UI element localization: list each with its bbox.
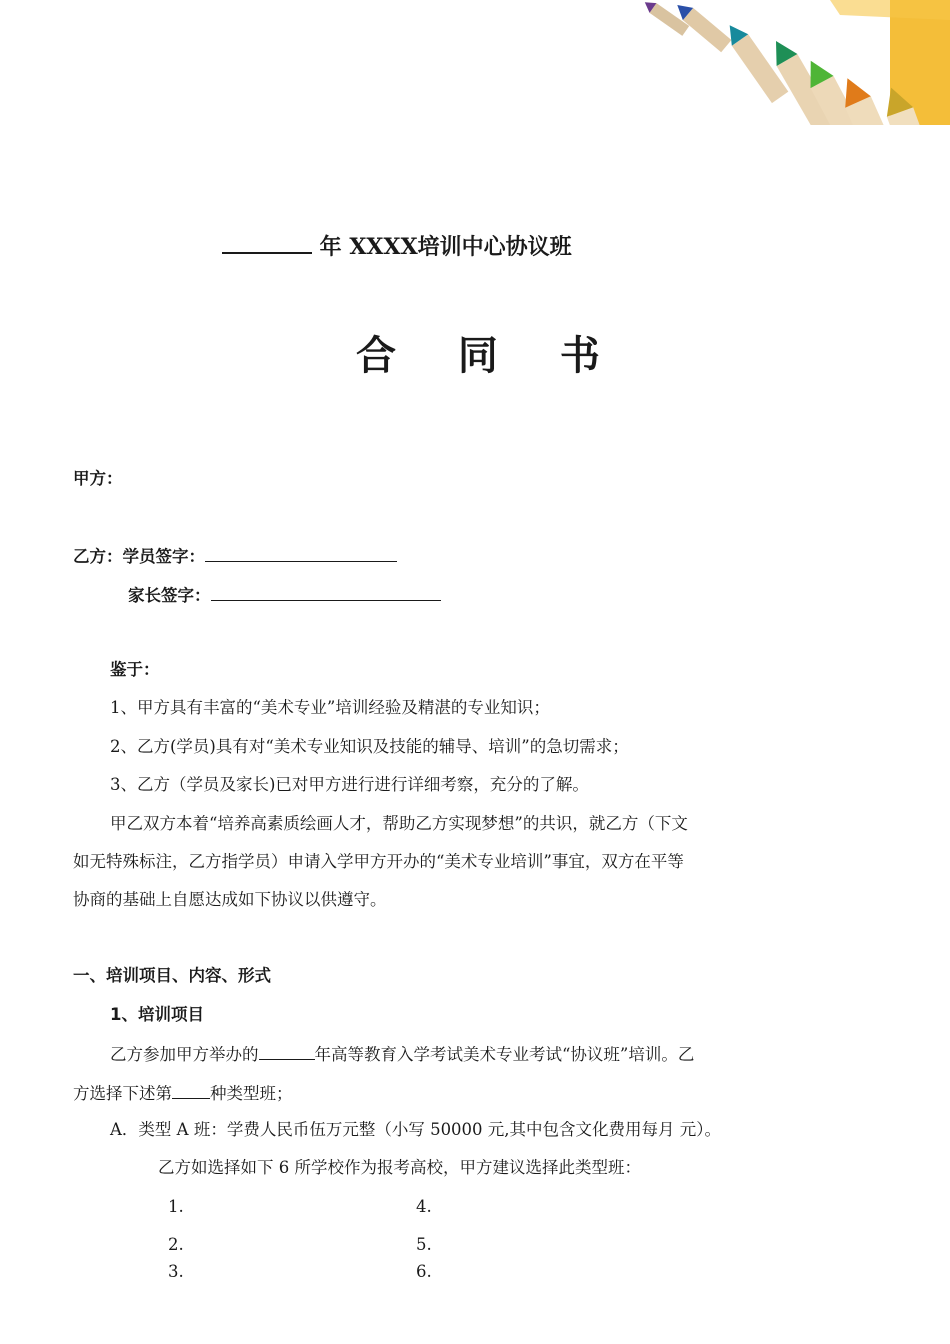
whereas-item: 3、乙方（学员及家长)已对甲方进行进行详细考察，充分的了解。 [110,775,589,794]
school-number: 1. [168,1197,184,1216]
training-line-1-post: 年高等教育入学考试美术专业考试“协议班”培训。乙 [314,1045,695,1064]
class-a-description: A．类型 A 班：学费人民币伍万元整（小写 50000 元,其中包含文化费用每月 元）。 [110,1120,722,1139]
year-suffix: 年 [319,234,342,260]
training-year-blank[interactable] [259,1043,315,1060]
whereas-item: 2、乙方(学员)具有对“美术专业知识及技能的辅导、培训”的急切需求； [110,737,629,756]
parent-signature-line[interactable] [211,584,441,601]
agreement-paragraph-line: 协商的基础上自愿达成如下协议以供遵守。 [73,890,387,909]
training-line-2-post: 种类型班； [210,1084,293,1103]
agreement-paragraph-line: 甲乙双方本着“培养高素质绘画人才，帮助乙方实现梦想”的共识，就乙方（下文 [110,814,688,833]
org-name: XXXX培训中心协议班 [349,234,572,260]
school-number: 4. [416,1197,432,1216]
class-type-blank[interactable] [172,1082,210,1099]
party-b-row [73,545,397,567]
school-number: 3. [168,1262,184,1281]
agreement-paragraph-line: 如无特殊标注，乙方指学员）申请入学甲方开办的“美术专业培训”事宜，双方在平等 [73,852,684,871]
training-line-1-pre: 乙方参加甲方举办的 [110,1045,259,1064]
school-number: 2. [168,1235,184,1254]
document-title: 合 同 书 [356,332,624,379]
parent-row [128,584,441,606]
parent-label: 家长签字： [128,586,211,605]
pencil-body [830,0,950,20]
pencil-1 [641,0,689,36]
whereas-heading: 鉴于： [110,660,160,679]
whereas-item: 1、甲方具有丰富的“美术专业”培训经验及精湛的专业知识； [110,698,550,717]
school-number: 6. [416,1262,432,1281]
contract-header [222,234,572,260]
class-a-note: 乙方如选择如下 6 所学校作为报考高校，甲方建议选择此类型班： [158,1158,641,1177]
training-line-1 [110,1043,694,1065]
party-a-label: 甲方： [73,469,123,488]
year-blank[interactable] [222,236,312,254]
party-b-label: 乙方：学员签字： [73,547,205,566]
training-line-2 [73,1082,293,1104]
training-line-2-pre: 方选择下述第 [73,1084,172,1103]
student-signature-line[interactable] [205,545,397,562]
subsection-heading: 1、培训项目 [110,1005,204,1024]
section-heading: 一、培训项目、内容、形式 [73,966,271,985]
colored-pencils-decoration [590,0,950,125]
school-number: 5. [416,1235,432,1254]
